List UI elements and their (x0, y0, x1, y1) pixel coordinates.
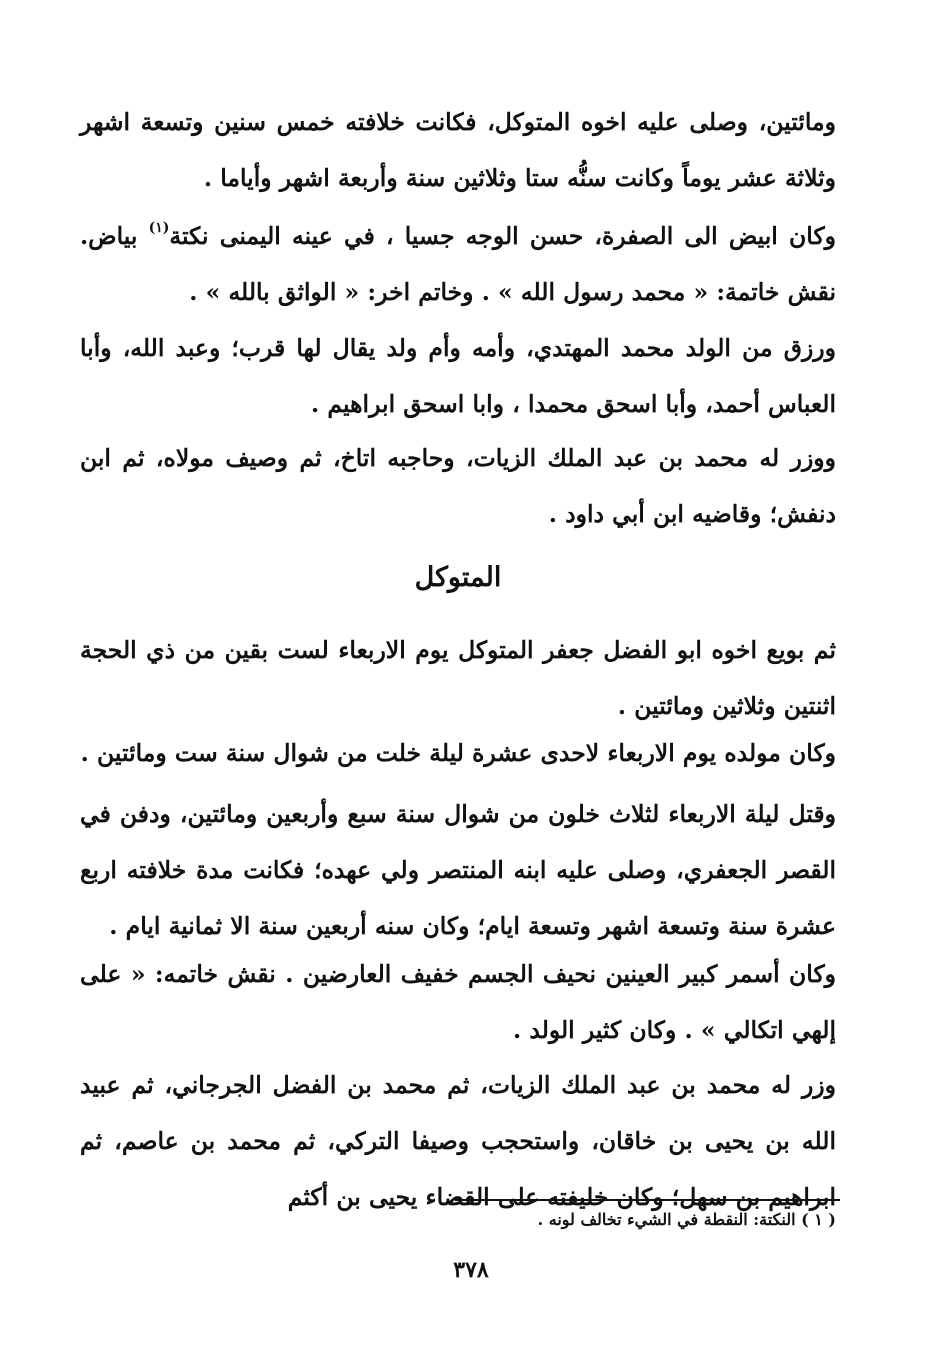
footnote: ( ١ ) النكتة: النقطة في الشيء تخالف لونه . (537, 1210, 836, 1229)
footnote-separator (455, 1199, 840, 1201)
paragraph-1: ومائتين، وصلى عليه اخوه المتوكل، فكانت خلافته خمس سنين وتسعة اشهر وثلاثة عشر يوماً وكانت سنُّه ستا وثلاثين سنة وأربعة اشهر وأياما . (80, 108, 836, 192)
paragraph-4: ووزر له محمد بن عبد الملك الزيات، وحاجبه اتاخ، ثم وصيف مولاه، ثم ابن دنفش؛ وقاضيه ابن أبي داود . (80, 444, 836, 528)
paragraph-7: وقتل ليلة الاربعاء لثلاث خلون من شوال سنة سبع وأربعين ومائتين، ودفن في القصر الجعفري، وصلى عليه ابنه المنتصر ولي عهده؛ فكانت مدة خلافته اربع عشرة سنة وتسعة اشهر وتسعة ايام؛ وكان سنه أربعين سنة الا ثمانية ايام . (80, 800, 836, 940)
paragraph-5: ثم بويع اخوه ابو الفضل جعفر المتوكل يوم الاربعاء لست بقين من ذي الحجة اثنتين وثلاثين ومائتين . (80, 636, 836, 720)
section-title: المتوكل (414, 562, 502, 593)
paragraph-9: وزر له محمد بن عبد الملك الزيات، ثم محمد بن الفضل الجرجاني، ثم عبيد الله بن يحيى بن خاقان، واستحجب وصيفا التركي، ثم محمد بن عاصم، ثم ابراهيم بن سهل؛ وكان خليفته على القضاء يحيى بن أكثم (80, 1071, 836, 1211)
paragraph-3: ورزق من الولد محمد المهتدي، وأمه وأم ولد يقال لها قرب؛ وعبد الله، وأبا العباس أحمد، وأبا اسحق محمدا ، وابا اسحق ابراهيم . (80, 334, 836, 418)
paragraph-2 (80, 208, 836, 320)
paragraph-6: وكان مولده يوم الاربعاء لاحدى عشرة ليلة خلت من شوال سنة ست ومائتين . (80, 739, 836, 767)
footnote-reference[interactable]: (١) (148, 220, 170, 236)
page-number: ٣٧٨ (453, 1257, 489, 1283)
paragraph-8: وكان أسمر كبير العينين نحيف الجسم خفيف العارضين . نقش خاتمه: « على إلهي اتكالي » . وكان كثير الولد . (80, 960, 836, 1044)
paragraph-2-text-a: وكان ابيض الى الصفرة، حسن الوجه جسيا ، في عينه اليمنى نكتة (169, 222, 836, 250)
paragraph-2-text-b: بياض. نقش خاتمة: « محمد رسول الله » . وخاتم اخر: « الواثق بالله » . (80, 222, 836, 306)
